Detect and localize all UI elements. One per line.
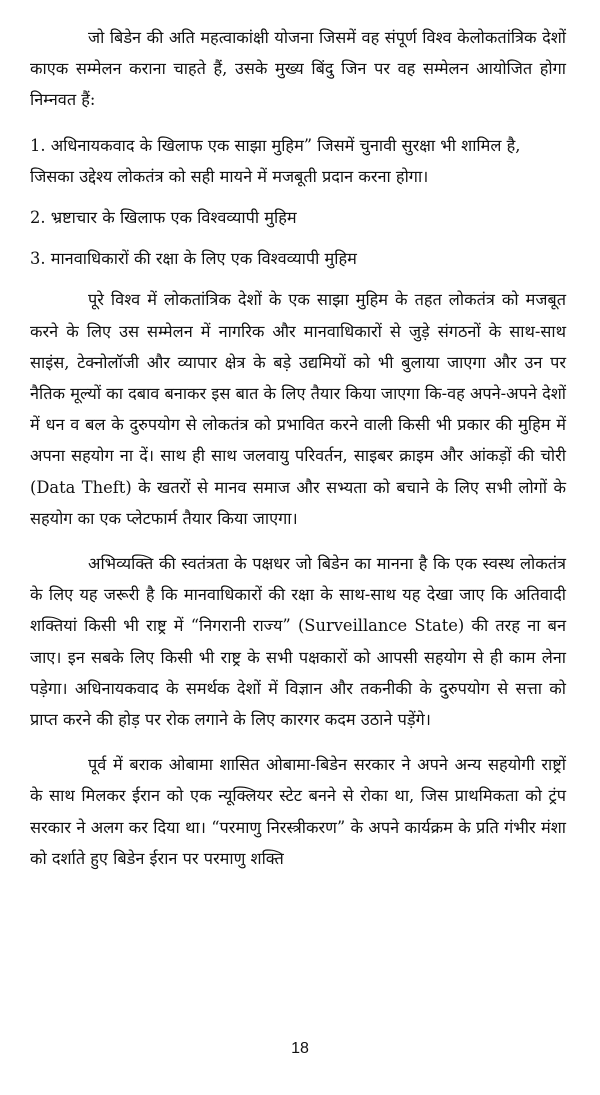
paragraph-democracy-platform: पूरे विश्व में लोकतांत्रिक देशों के एक साझा मुहिम के तहत लोकतंत्र को मजबूत करने के लिए उस सम्मेलन में नागरिक और मानवाधिकारों से जुड़े संगठनों के साथ-साथ साइंस, टेक्नोलॉजी और व्यापार क्षेत्र के बड़े उद्यमियों को भी बुलाया जाएगा और उन पर नैतिक मूल्यों का दबाव बनाकर इस बात के लिए तैयार किया जाएगा कि-वह अपने-अपने देशों में धन व बल के दुरुपयोग से लोकतंत्र को प्रभावित करने वाली किसी भी प्रकार की मुहिम में अपना सहयोग ना दें। साथ ही साथ जलवायु परिवर्तन, साइबर क्राइम और आंकड़ों की चोरी (Data Theft) के खतरों से मानव समाज और सभ्यता को बचाने के लिए सभी लोगों के सहयोग का एक प्लेटफार्म तैयार किया जाएगा। (30, 290, 566, 528)
list-item-authoritarianism: 1. अधिनायकवाद के खिलाफ एक साझा मुहिम” जिसमें चुनावी सुरक्षा भी शामिल है, जिसका उद्देश्य लोकतंत्र को सही मायने में मजबूती प्रदान करना होगा। (30, 135, 521, 186)
paragraph-free-expression: अभिव्यक्ति की स्वतंत्रता के पक्षधर जो बिडेन का मानना है कि एक स्वस्थ लोकतंत्र के लिए यह जरूरी है कि मानवाधिकारों की रक्षा के साथ-साथ यह देखा जाए कि अतिवादी शक्तियां किसी भी राष्ट्र में “निगरानी राज्य” (Surveillance State) की तरह ना बन जाए। इन सबके लिए किसी भी राष्ट्र के सभी पक्षकारों को आपसी सहयोग से ही काम लेना पड़ेगा। अधिनायकवाद के समर्थक देशों में विज्ञान और तकनीकी के दुरुपयोग से सत्ता को प्राप्त करने की होड़ पर रोक लगाने के लिए कारगर कदम उठाने पड़ेंगे। (30, 554, 566, 730)
paragraph-summit-intro: जो बिडेन की अति महत्वाकांक्षी योजना जिसमें वह संपूर्ण विश्व केलोकतांत्रिक देशों काएक सम्मेलन कराना चाहते हैं, उसके मुख्य बिंदु जिन पर वह सम्मेलन आयोजित होगा निम्नवत हैं: (30, 28, 566, 110)
paragraph-iran-nuclear: पूर्व में बराक ओबामा शासित ओबामा-बिडेन सरकार ने अपने अन्य सहयोगी राष्ट्रों के साथ मिलकर ईरान को एक न्यूक्लियर स्टेट बनने से रोका था, जिस प्राथमिकता को ट्रंप सरकार ने अलग कर दिया था। “परमाणु निरस्त्रीकरण” के अपने कार्यक्रम के प्रति गंभीर मंशा को दर्शाते हुए बिडेन ईरान पर परमाणु शक्ति (30, 755, 566, 868)
page-number: 18 (291, 1040, 309, 1057)
list-item-corruption: 2. भ्रष्टाचार के खिलाफ एक विश्वव्यापी मुहिम (30, 208, 297, 228)
list-item-human-rights: 3. मानवाधिकारों की रक्षा के लिए एक विश्वव्यापी मुहिम (30, 249, 357, 269)
